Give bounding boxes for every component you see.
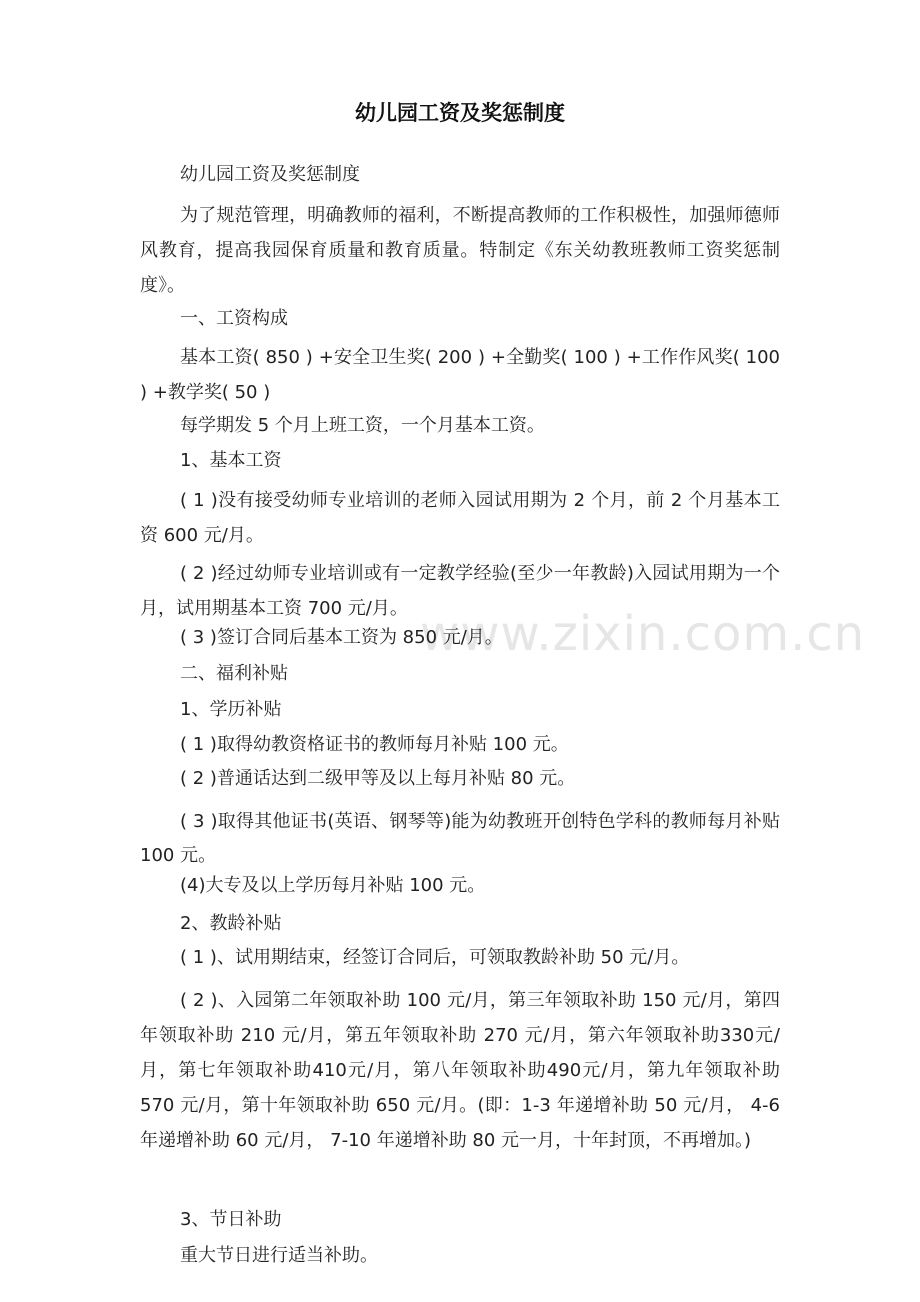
paragraph-salary-formula: 基本工资( 850 ) +安全卫生奖( 200 ) +全勤奖( 100 ) +工作作风奖( 100 ) +教学奖( 50 )	[140, 347, 780, 403]
paragraph-heading-repeat: 幼儿园工资及奖惩制度	[180, 164, 360, 185]
subheading-holiday-allowance: 3、节日补助	[180, 1209, 282, 1230]
subheading-education-allowance: 1、学历补贴	[180, 699, 282, 720]
paragraph-edu-3: ( 3 )取得其他证书(英语、钢琴等)能为幼教班开创特色学科的教师每月补贴 100 元。	[140, 811, 780, 866]
section-heading-benefits: 二、福利补贴	[180, 663, 288, 684]
paragraph-edu-1: ( 1 )取得幼教资格证书的教师每月补贴 100 元。	[180, 734, 569, 755]
paragraph-edu-2: ( 2 )普通话达到二级甲等及以上每月补贴 80 元。	[180, 768, 576, 789]
paragraph-base-1: ( 1 )没有接受幼师专业培训的老师入园试用期为 2 个月，前 2 个月基本工资 600 元/月。	[140, 490, 780, 546]
watermark: www.zixin.com.cn	[420, 606, 866, 662]
paragraph-seniority-1: ( 1 )、试用期结束，经签订合同后，可领取教龄补助 50 元/月。	[180, 947, 690, 968]
paragraph-semester-pay: 每学期发 5 个月上班工资，一个月基本工资。	[180, 415, 545, 436]
subheading-base-salary: 1、基本工资	[180, 450, 282, 471]
paragraph-base-3: ( 3 )签订合同后基本工资为 850 元/月。	[180, 627, 503, 648]
paragraph-holiday: 重大节日进行适当补助。	[180, 1245, 378, 1266]
paragraph-base-2: ( 2 )经过幼师专业培训或有一定教学经验(至少一年教龄)入园试用期为一个月，试用期基本工资 700 元/月。	[140, 563, 780, 619]
paragraph-seniority-2: ( 2 )、入园第二年领取补助 100 元/月，第三年领取补助 150 元/月，第四年领取补助 210 元/月，第五年领取补助 270 元/月，第六年领取补助330元/月，第七年领取补助410元/月，第八年领取补助490元/月，第九年领取补助 570 元/月，第十年领取补助 650 元/月。(即：1-3 年递增补助 50 元/月， 4-6 年递增补助 60 元/月， 7-10 年递增补助 80 元一月，十年封顶，不再增加。)	[140, 990, 780, 1151]
paragraph-intro: 为了规范管理，明确教师的福利，不断提高教师的工作积极性，加强师德师风教育，提高我园保育质量和教育质量。特制定《东关幼教班教师工资奖惩制度》。	[140, 205, 780, 296]
document-title: 幼儿园工资及奖惩制度	[355, 101, 565, 125]
section-heading-salary: 一、工资构成	[180, 308, 288, 329]
paragraph-edu-4: (4)大专及以上学历每月补贴 100 元。	[180, 875, 486, 896]
subheading-seniority-allowance: 2、教龄补贴	[180, 913, 282, 934]
